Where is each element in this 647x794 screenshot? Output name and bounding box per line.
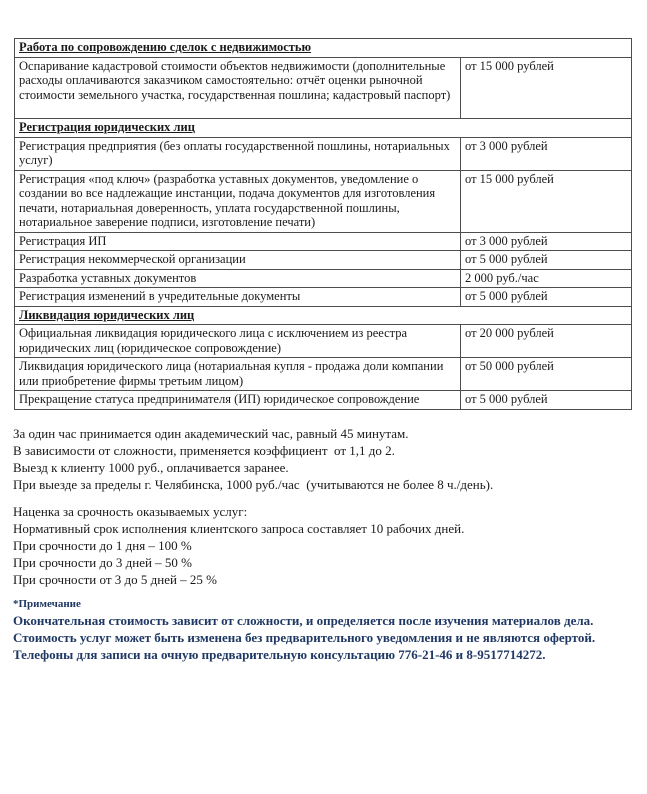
service-cell: Регистрация изменений в учредительные документы — [15, 288, 461, 307]
price-cell: от 5 000 рублей — [461, 391, 632, 410]
note-line: Нормативный срок исполнения клиентского запроса составляет 10 рабочих дней. — [13, 520, 465, 536]
note-line: При выезде за пределы г. Челябинска, 1000 руб./час (учитываются не более 8 ч./день). — [13, 476, 494, 492]
note-line: За один час принимается один академический час, равный 45 минутам. — [13, 425, 409, 441]
price-cell: от 50 000 рублей — [461, 358, 632, 391]
service-cell: Ликвидация юридического лица (нотариальная купля - продажа доли компании или приобретение фирмы третьим лицом) — [15, 358, 461, 391]
price-cell: от 3 000 рублей — [461, 137, 632, 170]
note-line: При срочности от 3 до 5 дней – 25 % — [13, 571, 218, 587]
service-cell: Регистрация ИП — [15, 232, 461, 251]
footnote-title: *Примечание — [13, 597, 81, 610]
price-cell: от 15 000 рублей — [461, 170, 632, 232]
price-cell: от 5 000 рублей — [461, 251, 632, 270]
section-header-cell — [15, 39, 632, 58]
section-header-cell — [15, 306, 632, 325]
urgency-title: Наценка за срочность оказываемых услуг: — [13, 503, 248, 519]
section-title: Работа по сопровождению сделок с недвижимостью — [19, 40, 312, 54]
service-cell: Разработка уставных документов — [15, 269, 461, 288]
footnote-line: Стоимость услуг может быть изменена без предварительного уведомления и не являются офертой. — [13, 629, 596, 645]
notes-section — [13, 425, 647, 663]
service-cell: Оспаривание кадастровой стоимости объектов недвижимости (дополнительные расходы оплачиваются заказчиком самостоятельно: отчёт оценки рыночной стоимости земельного участка, государственная пошлина; кадастровый паспорт) — [15, 57, 461, 119]
footnote-line: Окончательная стоимость зависит от сложности, и определяется после изучения материалов дела. — [13, 612, 594, 628]
table-row — [15, 170, 632, 232]
service-cell: Прекращение статуса предпринимателя (ИП) юридическое сопровождение — [15, 391, 461, 410]
table-row — [15, 288, 632, 307]
section-header-cell — [15, 119, 632, 138]
table-row — [15, 232, 632, 251]
table-row — [15, 137, 632, 170]
section-title: Регистрация юридических лиц — [19, 120, 195, 134]
note-line: Выезд к клиенту 1000 руб., оплачивается заранее. — [13, 459, 289, 475]
price-cell: от 5 000 рублей — [461, 288, 632, 307]
note-line: В зависимости от сложности, применяется коэффициент от 1,1 до 2. — [13, 442, 395, 458]
table-row — [15, 391, 632, 410]
table-row — [15, 251, 632, 270]
table-row — [15, 358, 632, 391]
service-cell: Регистрация некоммерческой организации — [15, 251, 461, 270]
footnote-line: Телефоны для записи на очную предварительную консультацию 776-21-46 и 8-9517714272. — [13, 646, 546, 662]
price-cell: от 15 000 рублей — [461, 57, 632, 119]
table-row — [15, 269, 632, 288]
price-cell: от 3 000 рублей — [461, 232, 632, 251]
service-cell: Регистрация «под ключ» (разработка уставных документов, уведомление о создании во все надлежащие инстанции, подача документов для изготовления печати, нотариальная доверенность, уплата государственной пошлины, нотариальное заверение подписи, изготовление печати) — [15, 170, 461, 232]
service-cell: Регистрация предприятия (без оплаты государственной пошлины, нотариальных услуг) — [15, 137, 461, 170]
table-row — [15, 57, 632, 119]
general-notes — [13, 425, 647, 493]
section-header-row — [15, 119, 632, 138]
price-cell: от 20 000 рублей — [461, 325, 632, 358]
section-header-row — [15, 306, 632, 325]
note-line: При срочности до 1 дня – 100 % — [13, 537, 192, 553]
price-cell: 2 000 руб./час — [461, 269, 632, 288]
note-line: При срочности до 3 дней – 50 % — [13, 554, 192, 570]
footnote-notes — [13, 597, 647, 663]
table-row — [15, 325, 632, 358]
urgency-notes — [13, 503, 647, 588]
section-header-row — [15, 39, 632, 58]
service-cell: Официальная ликвидация юридического лица с исключением из реестра юридических лиц (юридическое сопровождение) — [15, 325, 461, 358]
price-table — [14, 38, 632, 410]
section-title: Ликвидация юридических лиц — [19, 307, 195, 322]
